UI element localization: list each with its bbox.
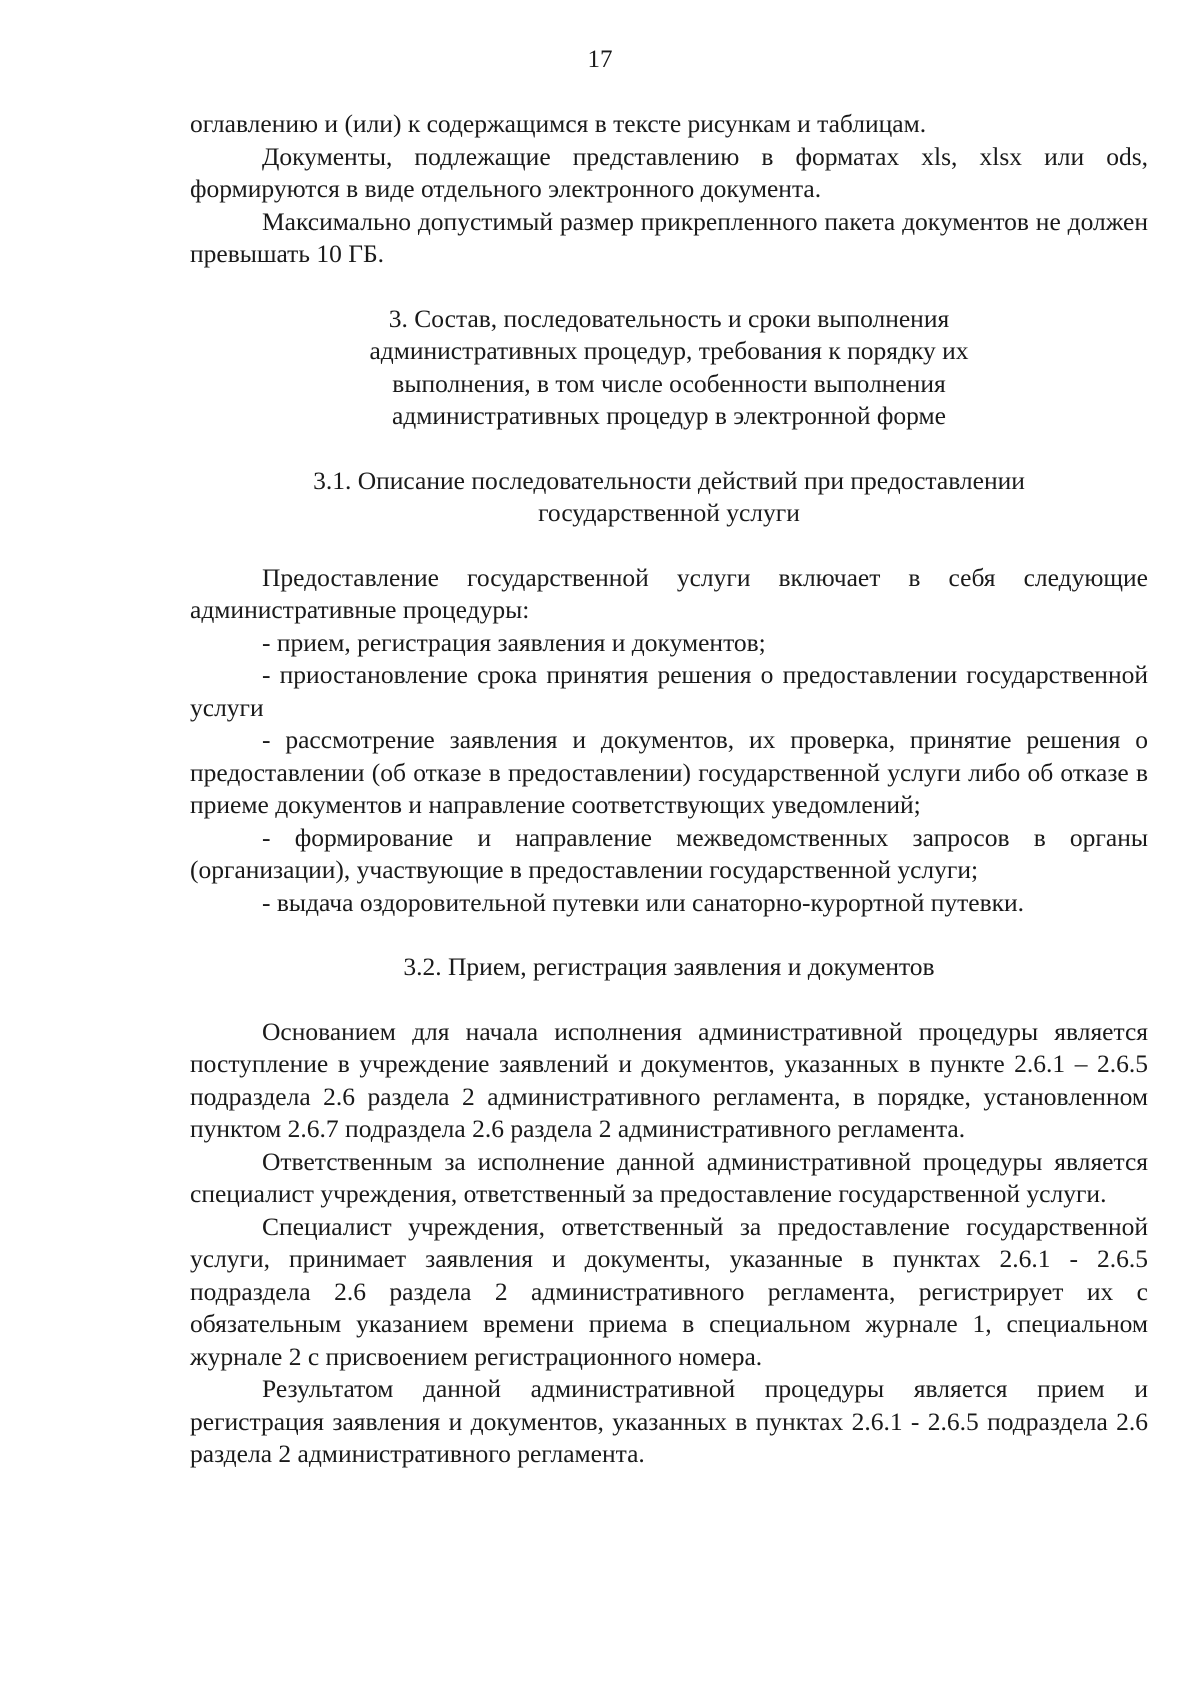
list-item: - приостановление срока принятия решения о предоставлении государственной услуги [190,660,1148,722]
section-3-1-heading [190,465,1148,530]
section-3-heading-line: выполнения, в том числе особенности выполнения [392,368,946,398]
list-item: - выдача оздоровительной путевки или санаторно-курортной путевки. [262,887,1025,917]
section-3-2-heading: 3.2. Прием, регистрация заявления и документов [403,952,935,981]
paragraph-specialist: Специалист учреждения, ответственный за предоставление государственной услуги, принимает заявления и документы, указанные в пунктах 2.6.1 - 2.6.5 подраздела 2.6 раздела 2 административного регламента, регистрирует их с обязательным указанием времени приема в специальном журнале 1, специальном журнале 2 с присвоением регистрационного номера. [190,1211,1148,1371]
paragraph-result: Результатом данной административной процедуры является прием и регистрация заявления и документов, указанных в пунктах 2.6.1 - 2.6.5 подраздела 2.6 раздела 2 административного регламента. [190,1374,1148,1468]
page-number: 17 [587,46,613,73]
section-3-heading-line: административных процедур в электронной форме [391,401,946,430]
section-3-heading-line: 3. Состав, последовательность и сроки выполнения [388,303,950,333]
paragraph-responsible: Ответственным за исполнение данной административной процедуры является специалист учреждения, ответственный за предоставление государственной услуги. [190,1146,1148,1208]
section-3-1-heading-line: государственной услуги [538,498,800,527]
list-item: - рассмотрение заявления и документов, их проверка, принятие решения о предоставлении (об отказе в предоставлении) государственной услуги либо об отказе в приеме документов и направление соответствующих уведомлений; [190,725,1148,819]
document-body [190,108,1148,1471]
section-3-heading [190,303,1148,433]
paragraph-basis: Основанием для начала исполнения административной процедуры является поступление в учреждение заявлений и документов, указанных в пункте 2.6.1 – 2.6.5 подраздела 2.6 раздела 2 административного регламента, в порядке, установленном пунктом 2.6.7 подраздела 2.6 раздела 2 административного регламента. [190,1016,1148,1143]
list-item: - прием, регистрация заявления и документов; [262,627,766,657]
paragraph-formats: Документы, подлежащие представлению в форматах xls, xlsx или ods, формируются в виде отдельного электронного документа. [190,141,1148,203]
section-3-heading-line: административных процедур, требования к порядку их [369,336,969,365]
paragraph-continuation: оглавлению и (или) к содержащимся в тексте рисункам и таблицам. [190,109,927,138]
section-3-1-heading-line: 3.1. Описание последовательности действий при предоставлении [313,465,1025,495]
paragraph-max-size: Максимально допустимый размер прикрепленного пакета документов не должен превышать 10 ГБ. [190,206,1148,268]
paragraph-procedures-intro: Предоставление государственной услуги включает в себя следующие административные процедуры: [190,562,1148,624]
list-item: - формирование и направление межведомственных запросов в органы (организации), участвующие в предоставлении государственной услуги; [190,822,1148,884]
